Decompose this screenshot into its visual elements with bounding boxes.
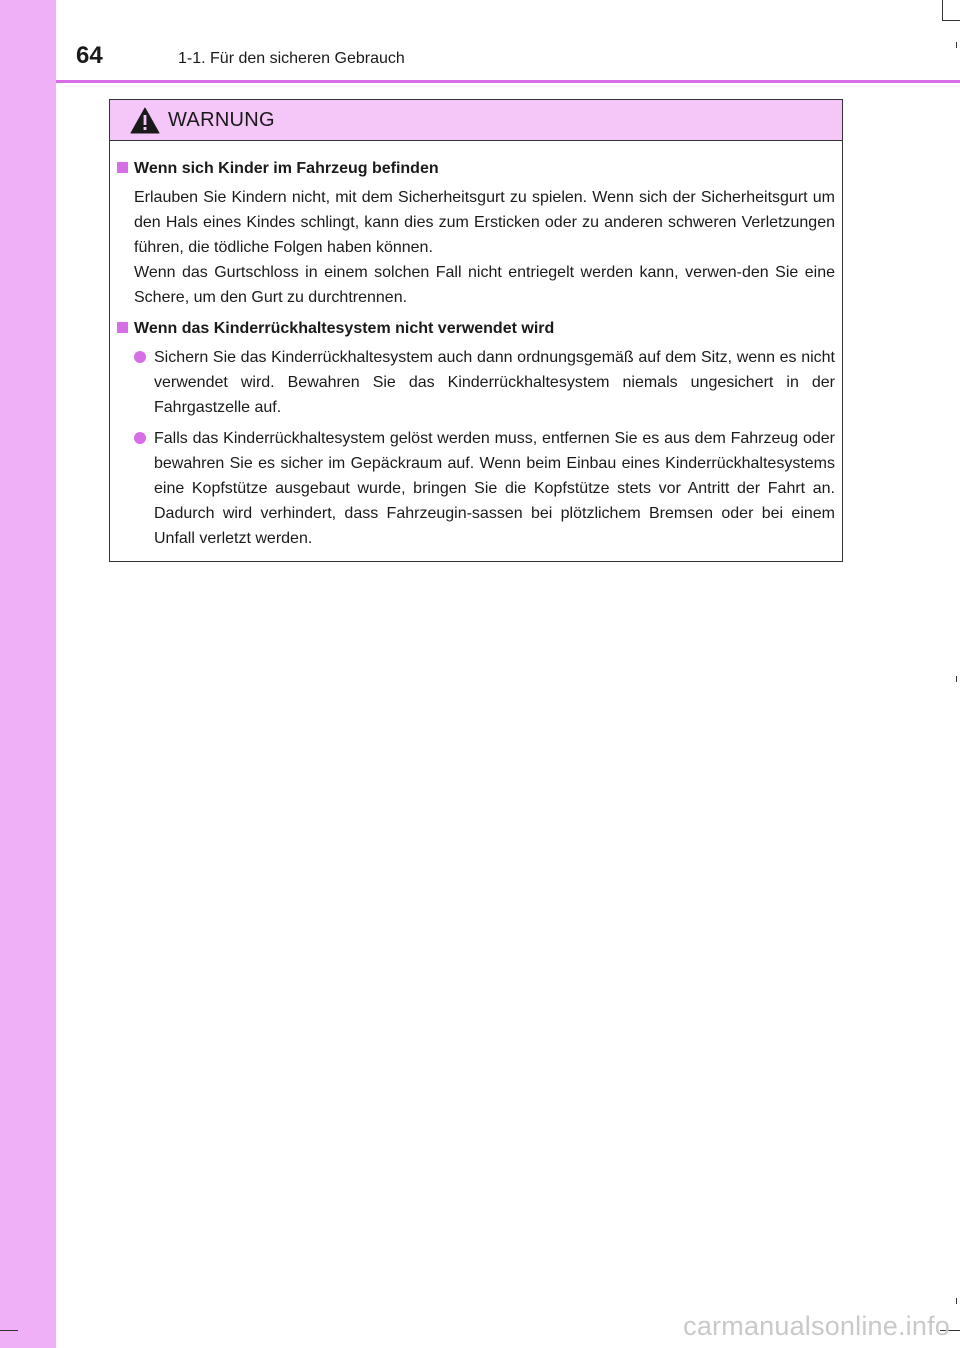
list-item-text: Sichern Sie das Kinderrückhaltesystem auch dann ordnungsgemäß auf dem Sitz, wenn es nicht verwendet wird. Bewahren Sie das Kinderrückhaltesystem niemals ungesichert in der Fahrgastzelle auf.: [154, 349, 835, 416]
warning-header: [110, 100, 842, 141]
paragraph: Wenn das Gurtschloss in einem solchen Fall nicht entriegelt werden kann, verwen-den Sie eine Schere, um den Gurt zu durchtrennen.: [134, 264, 835, 306]
circle-bullet-icon: [134, 351, 146, 363]
chapter-side-bar: [0, 0, 56, 1348]
section-heading: [117, 156, 835, 181]
warning-box: [109, 99, 843, 562]
section-heading-text: Wenn sich Kinder im Fahrzeug befinden: [134, 160, 439, 177]
page-header: [56, 0, 960, 84]
paragraph: Erlauben Sie Kindern nicht, mit dem Sicherheitsgurt zu spielen. Wenn sich der Sicherheitsgurt um den Hals eines Kindes schlingt, kann dies zum Ersticken oder zu anderen schweren Verletzungen führen, die tödliche Folgen haben können.: [134, 189, 835, 256]
square-bullet-icon: [117, 322, 128, 333]
section-heading: [117, 316, 835, 341]
watermark: carmanualsonline.info: [683, 1311, 950, 1341]
crop-mark: [956, 1298, 957, 1304]
section-heading-text: Wenn das Kinderrückhaltesystem nicht verwendet wird: [134, 320, 555, 337]
circle-bullet-icon: [134, 432, 146, 444]
warning-body: [110, 141, 842, 551]
square-bullet-icon: [117, 162, 128, 173]
crop-mark: [942, 0, 943, 20]
warning-title: WARNUNG: [168, 109, 275, 131]
warning-triangle-icon: [130, 107, 160, 134]
section-title: 1-1. Für den sicheren Gebrauch: [178, 50, 405, 67]
page-number: 64: [76, 42, 103, 69]
list-item-text: Falls das Kinderrückhaltesystem gelöst werden muss, entfernen Sie es aus dem Fahrzeug oder bewahren Sie es sicher im Gepäckraum auf. Wenn beim Einbau eines Kinderrückhaltesystems eine Kopfstütze ausgebaut wurde, bringen Sie die Kopfstütze stets vor Antritt der Fahrt an. Dadurch wird verhindert, dass Fahrzeugin-sassen bei plötzlichem Bremsen oder bei einem Unfall verletzt werden.: [154, 430, 835, 547]
crop-mark: [956, 42, 957, 48]
crop-mark: [956, 676, 957, 682]
header-rule: [56, 80, 960, 83]
list-item: [134, 426, 835, 551]
list-item: [134, 345, 835, 420]
crop-mark: [0, 1330, 18, 1331]
crop-mark: [942, 20, 960, 21]
